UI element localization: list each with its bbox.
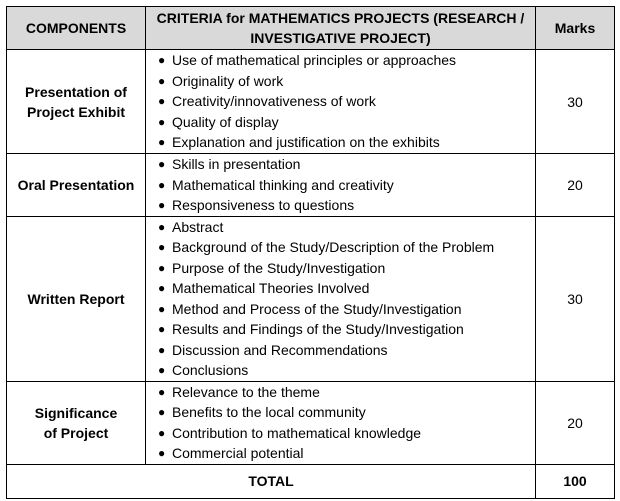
bullet-icon: ● xyxy=(158,384,166,399)
criteria-item: ● Mathematical thinking and creativity xyxy=(146,175,535,196)
criteria-item: ● Conclusions xyxy=(146,360,535,381)
criteria-item: ● Mathematical Theories Involved xyxy=(146,278,535,299)
marks-cell: 20 xyxy=(536,154,615,217)
criteria-item: ● Abstract xyxy=(146,217,535,238)
component-cell xyxy=(7,216,146,381)
header-components: COMPONENTS xyxy=(7,7,146,50)
bullet-icon: ● xyxy=(158,363,166,377)
criteria-cell xyxy=(146,154,536,217)
criteria-item: ● Relevance to the theme xyxy=(146,382,535,403)
bullet-icon: ● xyxy=(158,114,166,129)
criteria-item: ● Results and Findings of the Study/Investigation xyxy=(146,319,535,340)
criteria-item: ● Explanation and justification on the exhibits xyxy=(146,132,535,153)
criteria-cell xyxy=(146,216,536,381)
criteria-item: ● Skills in presentation xyxy=(146,154,535,175)
criteria-item: ● Background of the Study/Description of the Problem xyxy=(146,237,535,258)
criteria-list xyxy=(146,154,535,216)
criteria-item: ● Use of mathematical principles or approaches xyxy=(146,50,535,71)
bullet-icon: ● xyxy=(158,135,166,150)
header-row xyxy=(7,7,615,50)
bullet-icon: ● xyxy=(158,342,166,357)
bullet-icon: ● xyxy=(158,177,166,192)
bullet-icon: ● xyxy=(158,157,166,171)
total-row xyxy=(7,464,615,498)
component-name-line1: Oral Presentation xyxy=(17,176,135,193)
component-cell xyxy=(7,50,146,154)
criteria-list xyxy=(146,382,535,464)
bullet-icon: ● xyxy=(158,322,166,336)
criteria-item: ● Creativity/innovativeness of work xyxy=(146,91,535,112)
component-name-line2: of Project xyxy=(43,424,109,441)
bullet-icon: ● xyxy=(158,219,166,234)
marks-cell: 30 xyxy=(536,50,615,154)
criteria-cell xyxy=(146,381,536,464)
bullet-icon: ● xyxy=(158,240,166,254)
criteria-item: ● Contribution to mathematical knowledge xyxy=(146,423,535,444)
criteria-item: ● Purpose of the Study/Investigation xyxy=(146,258,535,279)
component-cell xyxy=(7,381,146,464)
table-row-presentation xyxy=(7,50,615,154)
header-criteria xyxy=(146,7,536,50)
bullet-icon: ● xyxy=(158,425,166,440)
criteria-item: ● Commercial potential xyxy=(146,443,535,464)
bullet-icon: ● xyxy=(158,446,166,460)
bullet-icon: ● xyxy=(158,198,166,212)
bullet-icon: ● xyxy=(158,73,166,88)
bullet-icon: ● xyxy=(158,53,166,68)
total-label: TOTAL xyxy=(7,464,536,498)
component-cell xyxy=(7,154,146,217)
header-criteria-line1: CRITERIA for MATHEMATICS PROJECTS (RESEARCH / xyxy=(156,10,525,26)
bullet-icon: ● xyxy=(158,94,166,109)
component-name-line1: Written Report xyxy=(27,290,125,307)
criteria-item: ● Quality of display xyxy=(146,112,535,133)
criteria-item: ● Discussion and Recommendations xyxy=(146,340,535,361)
criteria-list xyxy=(146,50,535,153)
criteria-table xyxy=(6,6,615,499)
header-marks: Marks xyxy=(536,7,615,50)
marks-cell: 30 xyxy=(536,216,615,381)
header-criteria-line2: INVESTIGATIVE PROJECT) xyxy=(250,30,431,46)
criteria-item: ● Benefits to the local community xyxy=(146,402,535,423)
component-name-line1: Presentation of xyxy=(25,83,127,100)
bullet-icon: ● xyxy=(158,405,166,419)
criteria-list xyxy=(146,217,535,381)
table-row-oral xyxy=(7,154,615,217)
bullet-icon: ● xyxy=(158,260,166,275)
component-name-line2: Project Exhibit xyxy=(26,103,126,120)
criteria-item: ● Originality of work xyxy=(146,71,535,92)
criteria-item: ● Method and Process of the Study/Investigation xyxy=(146,299,535,320)
table-row-significance xyxy=(7,381,615,464)
bullet-icon: ● xyxy=(158,281,166,295)
total-marks: 100 xyxy=(536,464,615,498)
bullet-icon: ● xyxy=(158,301,166,316)
criteria-item: ● Responsiveness to questions xyxy=(146,195,535,216)
component-name-line1: Significance xyxy=(34,404,118,421)
marks-cell: 20 xyxy=(536,381,615,464)
criteria-cell xyxy=(146,50,536,154)
table-row-written xyxy=(7,216,615,381)
